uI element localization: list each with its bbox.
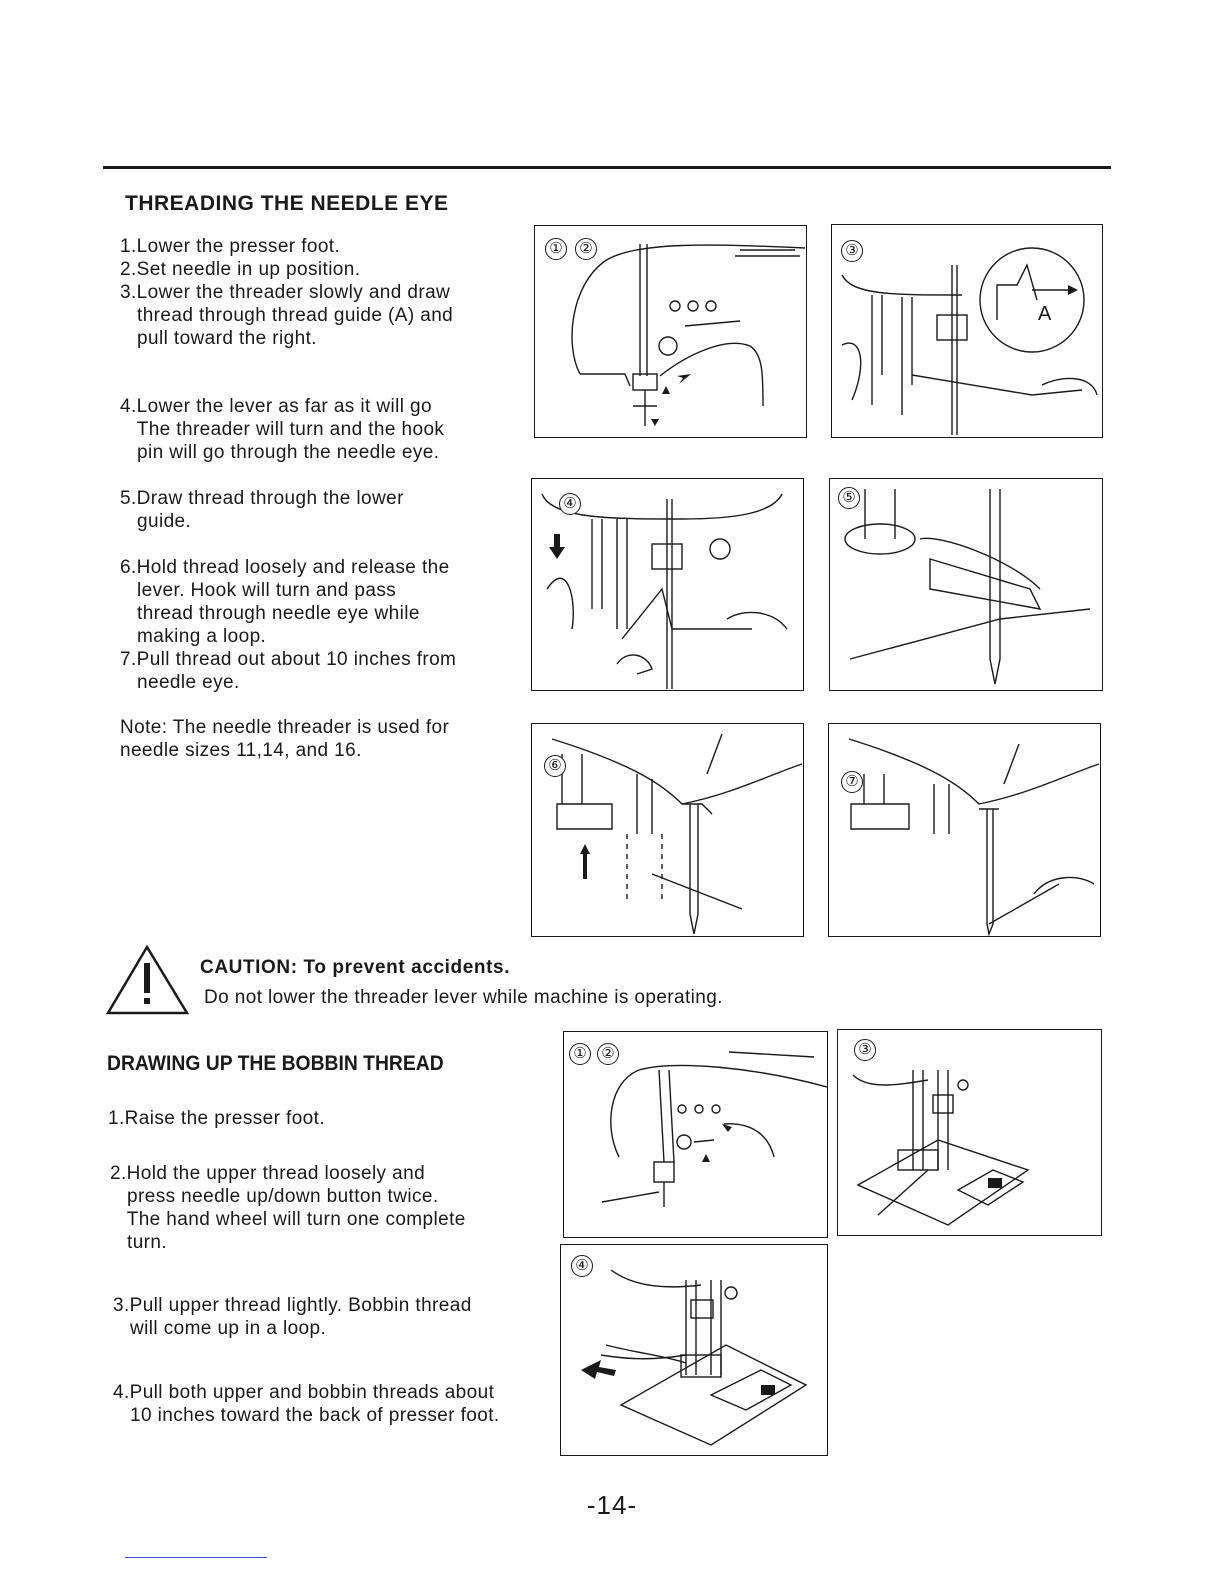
needle-eye-closeup-illustration (830, 479, 1102, 690)
thread-pulled-out-illustration (829, 724, 1100, 936)
thread-guide-illustration (832, 225, 1102, 437)
section-title-threading: THREADING THE NEEDLE EYE (125, 192, 449, 215)
figure-label: ⑦ (841, 771, 863, 793)
caution-text: Do not lower the threader lever while machine is operating. (204, 987, 723, 1008)
thread-guide-a-label: A (1038, 303, 1052, 325)
bobbin-step-2: 2.Hold the upper thread loosely and press needle up/down button twice. The hand wheel will turn one complete turn. (110, 1163, 466, 1253)
step-1: 1.Lower the presser foot. (120, 236, 341, 257)
step-4: 4.Lower the lever as far as it will go The threader will turn and the hook pin will go through the needle eye. (120, 396, 445, 463)
step-3: 3.Lower the threader slowly and draw thread through thread guide (A) and pull toward the right. (120, 282, 454, 349)
figure-threading-7 (828, 723, 1101, 937)
top-rule (103, 166, 1111, 169)
figure-bobbin-1-2 (563, 1031, 828, 1238)
figure-threading-4 (531, 478, 804, 691)
page-number: -14- (586, 1490, 638, 1520)
hook-release-illustration (532, 724, 803, 936)
bobbin-step-3: 3.Pull upper thread lightly. Bobbin thread will come up in a loop. (113, 1295, 472, 1339)
warning-triangle-icon (105, 943, 190, 1018)
figure-threading-1-2 (534, 225, 807, 438)
figure-label: ① (569, 1043, 591, 1065)
figure-bobbin-3 (837, 1029, 1102, 1236)
pull-threads-back-illustration (561, 1245, 827, 1455)
bobbin-step-4: 4.Pull both upper and bobbin threads about 10 inches toward the back of presser foot. (113, 1382, 500, 1426)
section-title-bobbin: DRAWING UP THE BOBBIN THREAD (107, 1052, 444, 1075)
figure-threading-6 (531, 723, 804, 937)
figure-label: ③ (854, 1039, 876, 1061)
step-5: 5.Draw thread through the lower guide. (120, 488, 404, 532)
caution-title: CAUTION: To prevent accidents. (200, 957, 511, 978)
figure-threading-5 (829, 478, 1103, 691)
figure-threading-3 (831, 224, 1103, 438)
figure-bobbin-4 (560, 1244, 828, 1456)
figure-label: ⑤ (838, 487, 860, 509)
footer-underline (125, 1557, 267, 1558)
figure-label: ⑥ (544, 755, 566, 777)
figure-label: ② (597, 1043, 619, 1065)
note-needle-sizes: Note: The needle threader is used for needle sizes 11,14, and 16. (120, 717, 450, 761)
figure-label: ② (575, 238, 597, 260)
bobbin-step-1: 1.Raise the presser foot. (108, 1108, 325, 1129)
figure-label: ④ (571, 1255, 593, 1277)
figure-label: ③ (841, 240, 863, 262)
step-6-7: 6.Hold thread loosely and release the lever. Hook will turn and pass thread through needle eye while making a loop. 7.Pull thread out about 10 inches from needle eye. (120, 557, 457, 693)
presser-foot-plate-illustration (838, 1030, 1101, 1235)
step-2: 2.Set needle in up position. (120, 259, 361, 280)
figure-label: ① (545, 238, 567, 260)
sewing-machine-head-illustration (535, 226, 806, 437)
figure-label: ④ (559, 493, 581, 515)
